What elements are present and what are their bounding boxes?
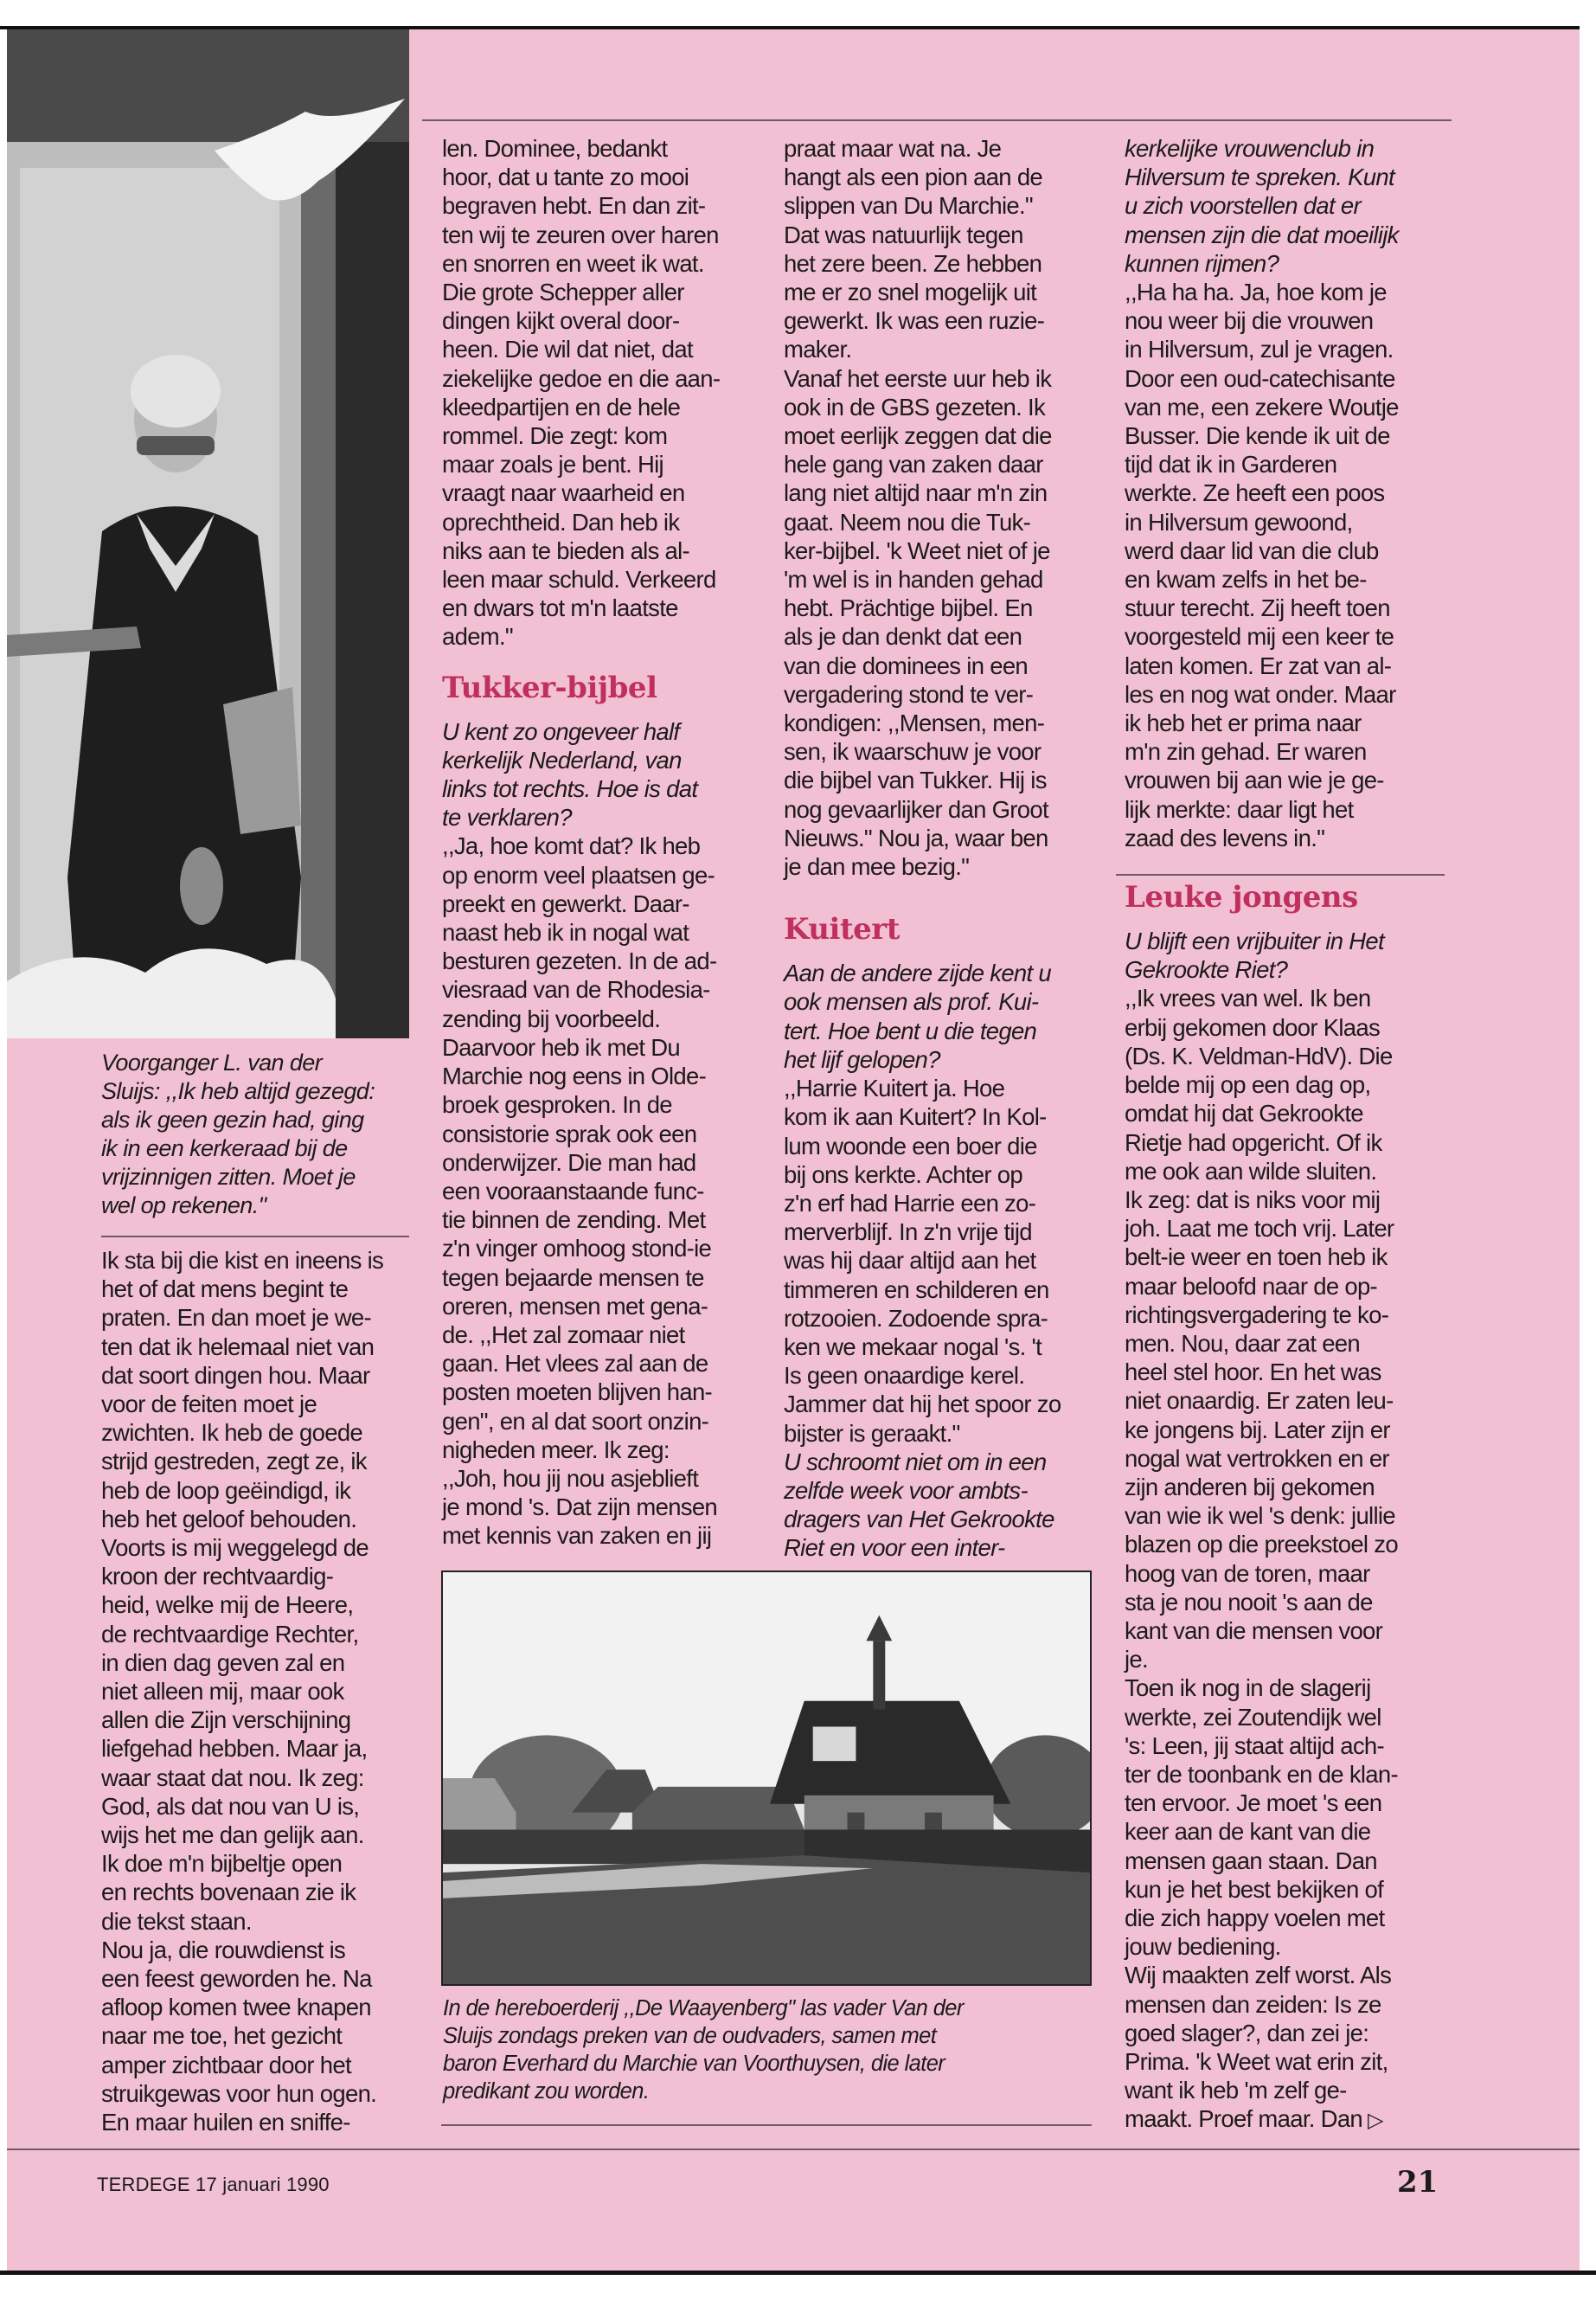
column-3-paragraph-1: praat maar wat na. Je hangt als een pion aan de slippen van Du Marchie." Dat was natuurlijk tegen het zere been. Ze hebben me er zo snel mogelijk uit gewerkt. Ik was een ruzie- maker. Vanaf het eerste uur heb ik ook in de GBS gezeten. Ik moet eerlijk zeggen dat die hele gang van zaken daar lang niet altijd naar m'n zin gaat. Neem nou die Tuk- ker-bijbel. 'k Weet niet of je 'm wel is in handen gehad hebt. Prächtige bijbel. En als je dan denkt dat een van die dominees in een vergadering stond te ver- kondigen: ,,Mensen, men- sen, ik waarschuw je voor die bijbel van Tukker. Hij is nog gevaarlijker dan Groot Nieuws." Nou ja, waar ben je dan mee bezig." xyxy=(784,135,1052,881)
question-tukker: U kent zo ongeveer half kerkelijk Nederland, van links tot rechts. Hoe is dat te verklaren? xyxy=(442,717,698,832)
column-3-paragraph-2: ,,Harrie Kuitert ja. Hoe kom ik aan Kuitert? In Kol- lum woonde een boer die bij ons kerkte. Achter op z'n erf had Harrie een zo- merverblijf. In z'n vrije tijd was hij daar altijd aan het timmeren en schilderen en rotzooien. Zodoende spra- ken we mekaar nogal 's. 't Is geen onaardige kerel. Jammer dat hij het spoor zo bijster is geraakt." xyxy=(784,1075,1061,1447)
scan-top-edge xyxy=(0,0,1596,29)
column-1-body: Ik sta bij die kist en ineens is het of dat mens begint te praten. En dan moet je we- ten dat ik helemaal niet van dat soort dingen hou. Maar voor de feiten moet je zwichten. Ik heb de goede strijd gestreden, zegt ze, ik heb de loop geëindigd, ik heb het geloof behouden. Voorts is mij weggelegd de kroon der rechtvaardig- heid, welke mij de Heere, de rechtvaardige Rechter, in dien dag geven zal en niet alleen mij, maar ook allen die Zijn verschijning liefgehad hebben. Maar ja, waar staat dat nou. Ik zeg: God, als dat nou van U is, wijs het me dan gelijk aan. Ik doe m'n bijbeltje open en rechts bovenaan zie ik die tekst staan. Nou ja, die rouwdienst is een feest geworden he. Na afloop komen twee knapen naar me toe, het gezicht amper zichtbaar door het struikgewas voor hun ogen. En maar huilen en sniffe- xyxy=(101,1247,384,2136)
column-4 xyxy=(1125,134,1453,2136)
column-4-paragraph-1: ,,Ha ha ha. Ja, hoe kom je nou weer bij die vrouwen in Hilversum, zul je vragen. Door een oud-catechisante van me, een zekere Woutje Busser. Die kende ik uit de tijd dat ik in Garderen werkte. Ze heeft een poos in Hilversum gewoond, werd daar lid van die club en kwam zelfs in het be- stuur terecht. Zij heeft toen voorgesteld mij een keer te laten komen. Er zat van al- les en nog wat onder. Maar ik heb het er prima naar m'n zin gehad. Er waren vrouwen bij aan wie je ge- lijk merkte: daar ligt het zaad des levens in." xyxy=(1125,279,1399,851)
top-rule xyxy=(422,119,1452,121)
portrait-caption: Voorganger L. van der Sluijs: ,,Ik heb altijd gezegd: als ik geen gezin had, ging ik in een kerkeraad bij de vrijzinnigen zitten. Moet je wel op rekenen." xyxy=(101,1050,375,1218)
portrait-photo xyxy=(7,29,409,1038)
footer-publication: TERDEGE 17 januari 1990 xyxy=(97,2174,330,2195)
column-3 xyxy=(784,134,1095,1563)
heading-tukker-bijbel: Tukker-bijbel xyxy=(442,670,657,705)
question-kuitert: Aan de andere zijde kent u ook mensen als prof. Kui- tert. Hoe bent u die tegen het lijf gelopen? xyxy=(784,960,1051,1073)
caption-divider xyxy=(101,1236,409,1237)
question-hilversum: kerkelijke vrouwenclub in Hilversum te spreken. Kunt u zich voorstellen dat er mensen zijn die dat moeilijk kunnen rijmen? xyxy=(1125,135,1399,277)
heading-kuitert: Kuitert xyxy=(784,912,900,947)
column-2 xyxy=(442,134,762,1551)
question-vrijbuiter: U blijft een vrijbuiter in Het Gekrookte Riet? xyxy=(1125,928,1384,984)
question-gekrookte-riet: U schroomt niet om in een zelfde week voor ambts- dragers van Het Gekrookte Riet en voor een inter- xyxy=(784,1448,1054,1562)
column-2-paragraph-2: ,,Ja, hoe komt dat? Ik heb op enorm veel plaatsen ge- preekt en gewerkt. Daar- naast heb ik in nogal wat besturen gezeten. In de ad- viesraad van de Rhodesia- zending bij voorbeeld. Daarvoor heb ik met Du Marchie nog eens in Olde- broek gesproken. In de consistorie sprak ook een onderwijzer. Die man had een vooraanstaande func- tie binnen de zending. Met z'n vinger omhoog stond-ie tegen bejaarde mensen te oreren, mensen met gena- de. ,,Het zal zomaar niet gaan. Het vlees zal aan de posten moeten blijven han- gen", en al dat soort onzin- nigheden meer. Ik zeg: ,,Joh, hou jij nou asjeblieft je mond 's. Dat zijn mensen met kennis van zaken en jij xyxy=(442,832,718,1550)
scan-right-edge xyxy=(1580,26,1596,2302)
column-2-paragraph-1: len. Dominee, bedankt hoor, dat u tante zo mooi begraven hebt. En dan zit- ten wij te zeuren over haren en snorren en weet ik wat. Die grote Schepper aller dingen kijkt overal door- heen. Die wil dat niet, dat ziekelijke gedoe en die aan- kleedpartijen en de hele rommel. Die zegt: kom maar zoals je bent. Hij vraagt naar waarheid en oprechtheid. Dan heb ik niks aan te bieden als al- leen maar schuld. Verkeerd en dwars tot m'n laatste adem." xyxy=(442,135,721,651)
farmhouse-caption: In de hereboerderij ,,De Waayenberg" las vader Van der Sluijs zondags preken van de oudvaders, samen met baron Everhard du Marchie van Voorthuysen, die later predikant zou worden. xyxy=(443,1996,964,2104)
caption-bottom-rule xyxy=(441,2124,1092,2126)
footer-rule xyxy=(7,2149,1580,2150)
footer-page-number: 21 xyxy=(1397,2165,1439,2200)
column-4-paragraph-2 xyxy=(1125,984,1453,2135)
scan-bottom-edge xyxy=(0,2271,1596,2306)
farmhouse-photo xyxy=(441,1571,1092,1986)
continue-arrow-icon: ▷ xyxy=(1368,2109,1383,2133)
column-1 xyxy=(101,1246,421,2136)
column-4-paragraph-2-text: ,,Ik vrees van wel. Ik ben erbij gekomen door Klaas (Ds. K. Veldman-HdV). Die belde mij op een dag op, omdat hij dat Gekrookte Rietje had opgericht. Of ik me ook aan wilde sluiten. Ik zeg: dat is niks voor mij joh. Laat me toch vrij. Later belt-ie weer en toen heb ik maar beloofd naar de op- richtingsvergadering te ko- men. Nou, daar zat een heel stel hoor. En het was niet onaardig. Er zaten leu- ke jongens bij. Later zijn er nogal wat vertrokken en er zijn anderen bij gekomen van wie ik wel 's denk: jullie blazen op die preekstoel zo hoog van de toren, maar sta je nou nooit 's aan de kant van die mensen voor je. Toen ik nog in de slagerij werkte, zei Zoutendijk wel 's: Leen, jij staat altijd ach- ter de toonbank en de klan- ten ervoor. Je moet 's een keer aan de kant van die mensen gaan staan. Dan kun je het best bekijken of die zich happy voelen met jouw bediening. Wij maakten zelf worst. Als mensen dan zeiden: Is ze goed slager?, dan zei je: Prima. 'k Weet wat erin zit, want ik heb 'm zelf ge- maakt. Proef maar. Dan xyxy=(1125,985,1398,2133)
heading-leuke-jongens: Leuke jongens xyxy=(1125,880,1358,915)
